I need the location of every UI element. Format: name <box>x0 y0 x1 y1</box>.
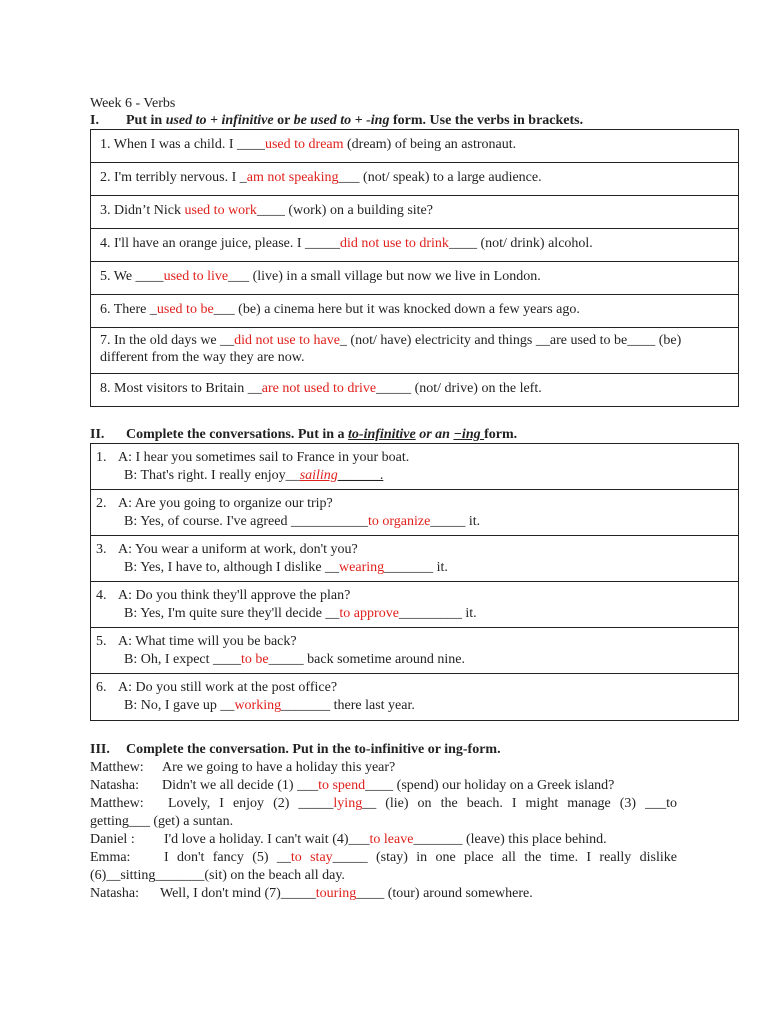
speaker: Matthew: <box>90 760 144 775</box>
item-number: 4. <box>96 588 107 603</box>
exercise-text: (dream) of being an astronaut. <box>343 137 517 152</box>
dialogue-line <box>90 885 533 902</box>
dialogue-line <box>90 759 395 776</box>
exercise-text: ___ (live) in a small village but now we live in London. <box>228 269 541 284</box>
answer: used to be <box>156 302 214 317</box>
exercise-text: ___ (be) a cinema here but it was knocked down a few years ago. <box>213 302 580 317</box>
item-number: 6. <box>96 680 107 695</box>
dialogue-line: (6)__sitting_______(sit) on the beach all day. <box>90 868 345 883</box>
conversation-row <box>90 673 739 721</box>
dialogue-line <box>90 777 614 794</box>
exercise-text: 2. I'm terribly nervous. I _ <box>100 170 247 185</box>
question: A: You wear a uniform at work, don't you? <box>118 542 358 557</box>
item-number: 3. <box>96 542 107 557</box>
exercise-text: 4. I'll have an orange juice, please. I _____ <box>100 236 341 251</box>
section-2-instructions <box>90 426 517 443</box>
question: A: Do you think they'll approve the plan? <box>118 588 351 603</box>
reply: _________ it. <box>398 606 477 621</box>
conversation-row <box>90 443 739 490</box>
answer: to organize <box>367 514 431 529</box>
answer: wearing <box>339 560 385 575</box>
exercise-text: 6. There _ <box>100 302 157 317</box>
reply: _______ there last year. <box>281 698 415 713</box>
instr-part: or an <box>415 427 454 442</box>
exercise-text: ____ (not/ drink) alcohol. <box>448 236 593 251</box>
exercise-row <box>90 228 739 262</box>
reply: ______. <box>337 468 384 483</box>
instr-part: be used to + -ing <box>293 113 390 128</box>
answer: are not used to drive <box>261 381 377 396</box>
line-text: Lovely, I enjoy (2) _____ <box>168 796 334 811</box>
speaker: Emma: <box>90 850 131 865</box>
question: A: Do you still work at the post office? <box>118 680 338 695</box>
reply: _______ it. <box>384 560 448 575</box>
dialogue-line <box>90 849 677 866</box>
conversation-row <box>90 535 739 582</box>
line-text: _____ (stay) in one place all the time. I really dislike <box>332 850 677 865</box>
item-number: 2. <box>96 496 107 511</box>
instr-part: form. <box>484 427 518 442</box>
conversation-row <box>90 581 739 628</box>
question: A: Are you going to organize our trip? <box>118 496 333 511</box>
item-number: 1. <box>96 450 107 465</box>
instr-part: Complete the conversation. Put in the to-infinitive or ing-form. <box>126 742 501 757</box>
reply: _____ back sometime around nine. <box>268 652 465 667</box>
exercise-row <box>90 162 739 196</box>
answer: sailing <box>299 468 338 483</box>
line-text: Well, I don't mind (7)_____ <box>160 886 316 901</box>
question: A: I hear you sometimes sail to France in your boat. <box>118 450 410 465</box>
line-text: Didn't we all decide (1) ___ <box>162 778 319 793</box>
line-text: ____ (tour) around somewhere. <box>356 886 533 901</box>
exercise-text: 3. Didn’t Nick <box>100 203 185 218</box>
exercise-row <box>90 129 739 163</box>
reply: B: Yes, I have to, although I dislike __ <box>124 560 340 575</box>
answer: to approve <box>339 606 399 621</box>
exercise-text: ____ (work) on a building site? <box>256 203 433 218</box>
section-3-instructions <box>90 741 501 758</box>
conversation-row <box>90 627 739 674</box>
exercise-text: _____ (not/ drive) on the left. <box>376 381 542 396</box>
reply: B: No, I gave up __ <box>124 698 235 713</box>
speaker: Matthew: <box>90 796 144 811</box>
exercise-text: 5. We ____ <box>100 269 164 284</box>
exercise-text: 1. When I was a child. I ____ <box>100 137 265 152</box>
answer: to spend <box>318 778 366 793</box>
speaker: Daniel : <box>90 832 135 847</box>
answer: to stay <box>290 850 333 865</box>
reply: _____ it. <box>430 514 481 529</box>
exercise-text: 7. In the old days we __ <box>100 333 235 348</box>
exercise-text: _ (not/ have) electricity and things __are used to be____ (be) <box>339 333 682 348</box>
exercise-row <box>90 294 739 328</box>
speaker: Natasha: <box>90 886 139 901</box>
instr-part: to-infinitive <box>348 427 416 442</box>
exercise-text: ___ (not/ speak) to a large audience. <box>338 170 542 185</box>
answer: lying <box>333 796 363 811</box>
answer: working <box>234 698 282 713</box>
speaker: Natasha: <box>90 778 139 793</box>
answer: used to work <box>184 203 257 218</box>
answer: did not use to have <box>234 333 340 348</box>
answer: used to dream <box>264 137 344 152</box>
answer: am not speaking <box>246 170 339 185</box>
instr-part: Put in <box>126 113 166 128</box>
answer: to be <box>241 652 269 667</box>
instr-part: −ing <box>453 427 485 442</box>
dialogue-line <box>90 795 677 812</box>
answer: used to live <box>163 269 229 284</box>
exercise-text: 8. Most visitors to Britain __ <box>100 381 262 396</box>
line-text: Are we going to have a holiday this year? <box>162 760 396 775</box>
line-text: ____ (spend) our holiday on a Greek island? <box>365 778 615 793</box>
instr-part: Complete the conversations. Put in a <box>126 427 349 442</box>
line-text: __ (lie) on the beach. I might manage (3) ___to <box>362 796 678 811</box>
exercise-row <box>90 373 739 407</box>
answer: touring <box>315 886 357 901</box>
reply: B: Yes, of course. I've agreed ___________ <box>124 514 368 529</box>
instr-part: or <box>273 113 294 128</box>
reply: B: Yes, I'm quite sure they'll decide __ <box>124 606 340 621</box>
section-1-number: I. <box>90 113 99 128</box>
conversation-row <box>90 489 739 536</box>
exercise-row <box>90 261 739 295</box>
exercise-row <box>90 327 739 374</box>
instr-part: form. Use the verbs in brackets. <box>389 113 584 128</box>
dialogue-line: getting___ (get) a suntan. <box>90 814 234 829</box>
exercise-row <box>90 195 739 229</box>
section-3-number: III. <box>90 742 110 757</box>
line-text: I don't fancy (5) __ <box>164 850 291 865</box>
line-text: _______ (leave) this place behind. <box>413 832 607 847</box>
answer: to leave <box>369 832 414 847</box>
reply: B: That's right. I really enjoy__ <box>124 468 300 483</box>
instr-part: used to + infinitive <box>165 113 274 128</box>
item-number: 5. <box>96 634 107 649</box>
section-2-number: II. <box>90 427 105 442</box>
dialogue-line <box>90 831 607 848</box>
reply: B: Oh, I expect ____ <box>124 652 242 667</box>
exercise-text: different from the way they are now. <box>100 350 305 365</box>
line-text: I'd love a holiday. I can't wait (4)___ <box>164 832 370 847</box>
question: A: What time will you be back? <box>118 634 297 649</box>
page-title: Week 6 - Verbs <box>90 96 176 111</box>
answer: did not use to drink <box>340 236 449 251</box>
section-1-instructions <box>90 112 583 129</box>
